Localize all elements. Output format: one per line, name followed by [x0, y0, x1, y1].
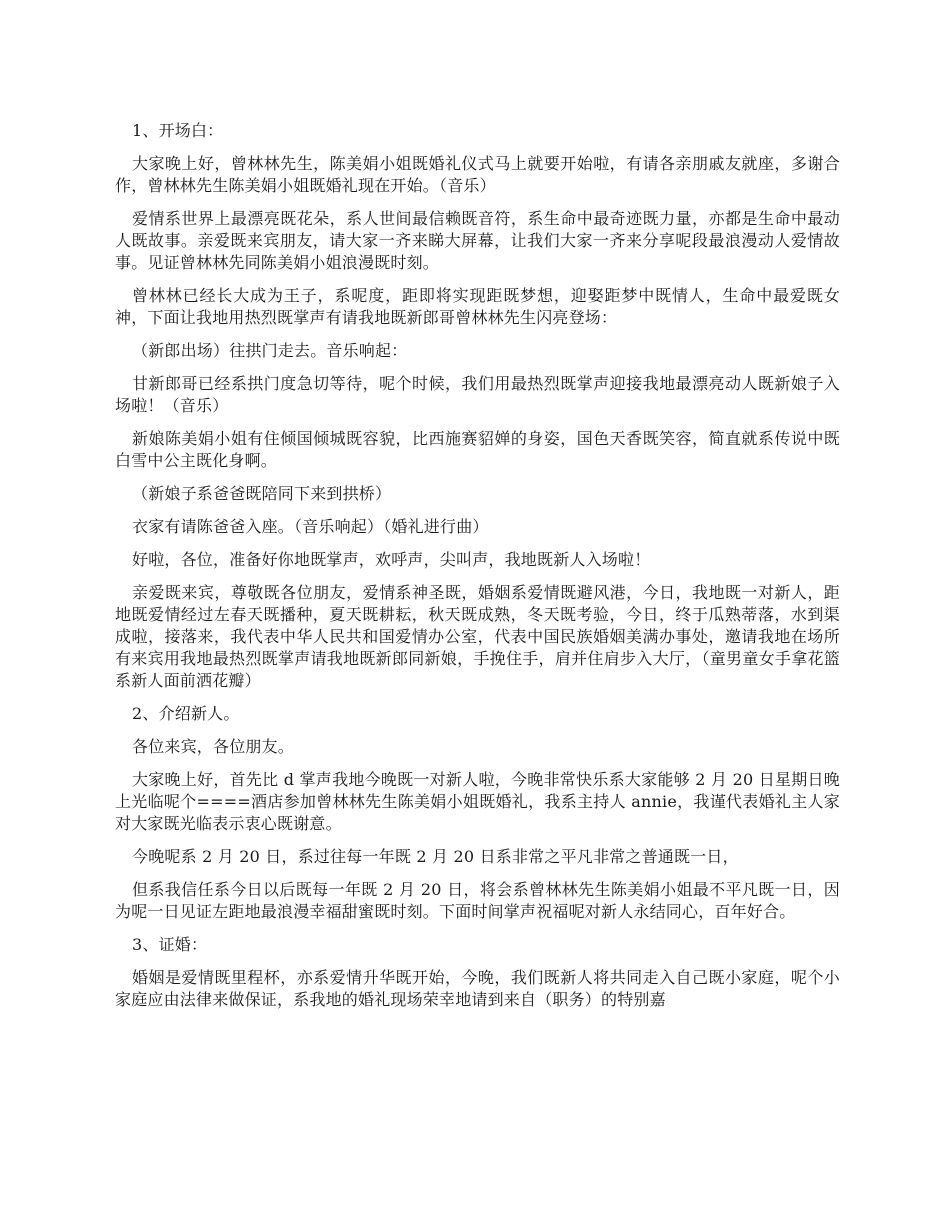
paragraph: 甘新郎哥已经系拱门度急切等待，呢个时候，我们用最热烈既掌声迎接我地最漂亮动人既新娘子入场啦！（音乐）	[115, 374, 840, 415]
document-body	[115, 120, 840, 1022]
paragraph: 大家晚上好，首先比 d 掌声我地今晚既一对新人啦，今晚非常快乐系大家能够 2 月 20 日星期日晚上光临呢个====酒店参加曾林林先生陈美娟小姐既婚礼，我系主持人 annie，我谨代表婚礼主人家对大家既光临表示衷心既谢意。	[115, 770, 840, 833]
paragraph: 婚姻是爱情既里程杯，亦系爱情升华既开始，今晚，我们既新人将共同走入自己既小家庭，呢个小家庭应由法律来做保证，系我地的婚礼现场荣幸地请到来自（职务）的特别嘉	[115, 968, 840, 1009]
paragraph: 好啦，各位，准备好你地既掌声，欢呼声，尖叫声，我地既新人入场啦！	[132, 550, 651, 569]
paragraph: 爱情系世界上最漂亮既花朵，系人世间最信赖既音符，系生命中最奇迹既力量，亦都是生命中最动人既故事。亲爱既来宾朋友，请大家一齐来睇大屏幕，让我们大家一齐来分享呢段最浪漫动人爱情故事。见证曾林林先同陈美娟小姐浪漫既时刻。	[115, 209, 840, 272]
paragraph: 亲爱既来宾，尊敬既各位朋友，爱情系神圣既，婚姻系爱情既避风港，今日，我地既一对新人，距地既爱情经过左春天既播种，夏天既耕耘，秋天既成熟，冬天既考验，今日，终于瓜熟蒂落，水到渠成啦，接落来，我代表中华人民共和国爱情办公室，代表中国民族婚姻美满办事处，邀请我地在场所有来宾用我地最热烈既掌声请我地既新郎同新娘，手挽住手，肩并住肩步入大厅，（童男童女手拿花篮系新人面前洒花瓣）	[115, 583, 840, 690]
paragraph: 但系我信任系今日以后既每一年既 2 月 20 日，将会系曾林林先生陈美娟小姐最不平凡既一日，因为呢一日见证左距地最浪漫幸福甜蜜既时刻。下面时间掌声祝福呢对新人永结同心，百年好合。	[115, 880, 840, 921]
paragraph: 曾林林已经长大成为王子，系呢度，距即将实现距既梦想，迎娶距梦中既情人，生命中最爱既女神，下面让我地用热烈既掌声有请我地既新郎哥曾林林先生闪亮登场：	[115, 286, 840, 327]
paragraph: 今晚呢系 2 月 20 日，系过往每一年既 2 月 20 日系非常之平凡非常之普通既一日，	[132, 847, 739, 866]
paragraph: 各位来宾，各位朋友。	[132, 737, 295, 756]
paragraph: 新娘陈美娟小姐有住倾国倾城既容貌，比西施赛貂婵的身姿，国色天香既笑容，简直就系传说中既白雪中公主既化身啊。	[115, 429, 840, 470]
paragraph: （新娘子系爸爸既陪同下来到拱桥）	[132, 484, 392, 503]
heading-witness: 3、证婚：	[132, 935, 208, 954]
heading-opening: 1、开场白：	[132, 121, 224, 140]
paragraph: （新郎出场）往拱门走去。音乐响起：	[132, 341, 408, 360]
heading-introduce-couple: 2、介绍新人。	[132, 704, 240, 723]
paragraph: 大家晚上好，曾林林先生，陈美娟小姐既婚礼仪式马上就要开始啦，有请各亲朋戚友就座，多谢合作，曾林林先生陈美娟小姐既婚礼现在开始。（音乐）	[115, 154, 840, 195]
paragraph: 衣家有请陈爸爸入座。（音乐响起）（婚礼进行曲）	[132, 517, 489, 536]
